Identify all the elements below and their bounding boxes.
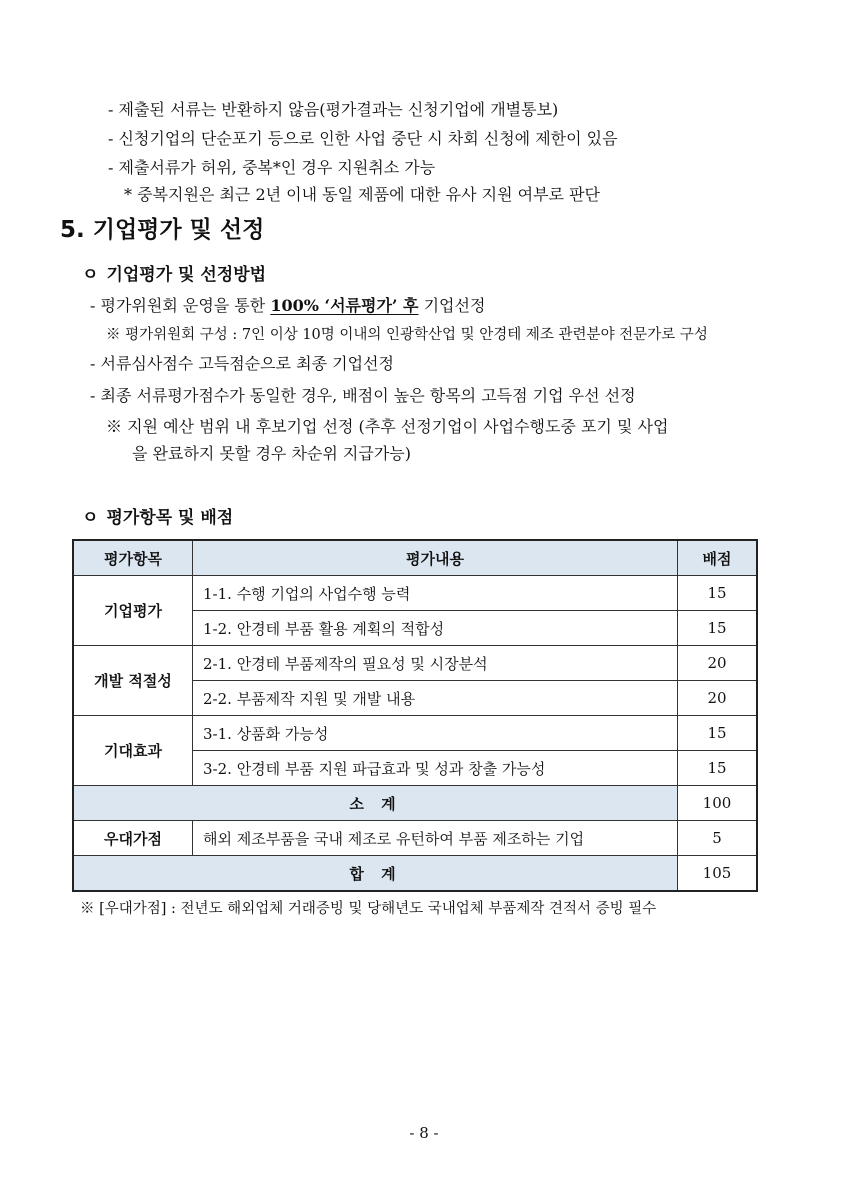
bonus-row <box>73 821 757 856</box>
table-row <box>73 646 757 681</box>
evaluation-table <box>72 539 758 892</box>
header-content: 평가내용 <box>193 540 678 576</box>
total-score: 105 <box>678 856 758 892</box>
section-title: 5. 기업평가 및 선정 <box>60 217 265 243</box>
intro-bullet-2: - 신청기업의 단순포기 등으로 인한 사업 중단 시 차회 신청에 제한이 있음 <box>108 129 618 148</box>
subtotal-row <box>73 786 757 821</box>
score-cell: 15 <box>678 611 758 646</box>
subtotal-score: 100 <box>678 786 758 821</box>
method-heading <box>82 263 266 287</box>
score-cell: 15 <box>678 576 758 611</box>
table-row <box>73 716 757 751</box>
score-cell: 20 <box>678 681 758 716</box>
method-line-1 <box>90 295 485 317</box>
table-row <box>73 576 757 611</box>
content-cell: 1-1. 수행 기업의 사업수행 능력 <box>193 576 678 611</box>
content-cell: 3-2. 안경테 부품 지원 파급효과 및 성과 창출 가능성 <box>193 751 678 786</box>
category-cell: 개발 적절성 <box>73 646 193 716</box>
circle-marker-icon: ㅇ <box>82 265 99 285</box>
method-line-1-emph: 100% ‘서류평가’ 후 <box>270 296 419 315</box>
method-line-3-note-a: ※ 지원 예산 범위 내 후보기업 선정 (추후 선정기업이 사업수행도중 포기 및 사업 <box>106 417 669 436</box>
intro-bullet-3: - 제출서류가 허위, 중복*인 경우 지원취소 가능 <box>108 158 436 177</box>
criteria-title: 평가항목 및 배점 <box>106 508 234 528</box>
content-cell: 2-1. 안경테 부품제작의 필요성 및 시장분석 <box>193 646 678 681</box>
score-cell: 15 <box>678 751 758 786</box>
content-cell: 2-2. 부품제작 지원 및 개발 내용 <box>193 681 678 716</box>
header-score: 배점 <box>678 540 758 576</box>
header-category: 평가항목 <box>73 540 193 576</box>
content-cell: 1-2. 안경테 부품 활용 계획의 적합성 <box>193 611 678 646</box>
content-cell: 3-1. 상품화 가능성 <box>193 716 678 751</box>
table-header-row <box>73 540 757 576</box>
circle-marker-icon: ㅇ <box>82 508 99 528</box>
subtotal-label: 소 계 <box>73 786 678 821</box>
method-line-1-prefix: - 평가위원회 운영을 통한 <box>90 296 266 315</box>
intro-bullet-1: - 제출된 서류는 반환하지 않음(평가결과는 신청기업에 개별통보) <box>108 100 559 119</box>
bonus-category: 우대가점 <box>73 821 193 856</box>
bonus-score: 5 <box>678 821 758 856</box>
category-cell: 기대효과 <box>73 716 193 786</box>
method-line-3-note-b: 을 완료하지 못할 경우 차순위 지급가능) <box>132 444 411 463</box>
total-row <box>73 856 757 892</box>
method-title: 기업평가 및 선정방법 <box>106 265 267 285</box>
method-line-3: - 최종 서류평가점수가 동일한 경우, 배점이 높은 항목의 고득점 기업 우선 선정 <box>90 386 636 405</box>
category-cell: 기업평가 <box>73 576 193 646</box>
score-cell: 15 <box>678 716 758 751</box>
method-line-1-note: ※ 평가위원회 구성 : 7인 이상 10명 이내의 인광학산업 및 안경테 제조 관련분야 전문가로 구성 <box>106 327 708 343</box>
method-line-1-suffix: 기업선정 <box>423 296 486 315</box>
bonus-content: 해외 제조부품을 국내 제조로 유턴하여 부품 제조하는 기업 <box>193 821 678 856</box>
method-line-2: - 서류심사점수 고득점순으로 최종 기업선정 <box>90 354 394 373</box>
page-number: - 8 - <box>409 1124 439 1142</box>
footnote: ※ [우대가점] : 전년도 해외업체 거래증빙 및 당해년도 국내업체 부품제작 견적서 증빙 필수 <box>80 901 657 917</box>
score-cell: 20 <box>678 646 758 681</box>
intro-note: * 중복지원은 최근 2년 이내 동일 제품에 대한 유사 지원 여부로 판단 <box>124 185 600 204</box>
criteria-heading <box>82 506 233 530</box>
total-label: 합 계 <box>73 856 678 892</box>
